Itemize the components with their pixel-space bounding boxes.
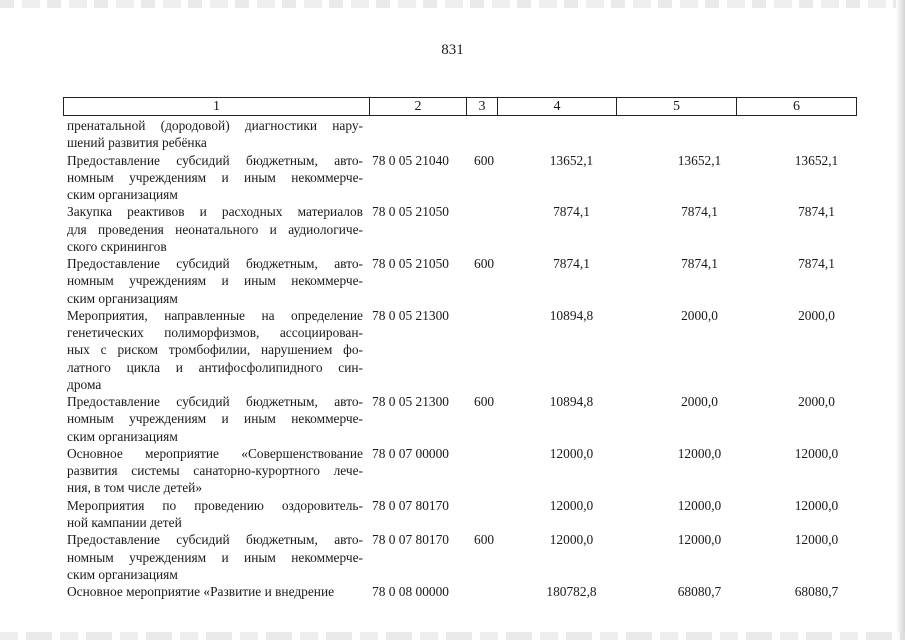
classification-code: 78 0 05 21040 [372,152,449,168]
description-line: Предоставление субсидий бюджетным, авто- [67,532,363,548]
description-line: номным учреждениям и иным некоммерче- [67,273,363,289]
expense-type [474,445,504,497]
table-row [67,117,867,151]
expense-type [474,307,504,393]
description-line: Основное мероприятие «Развитие и внедрение [67,584,335,600]
item-description [67,307,363,393]
amount-col-6: 7874,1 [798,256,835,272]
column-header-6: 6 [737,98,857,116]
description-line: ной кампании детей [67,514,182,530]
table-row [67,497,867,531]
item-description [67,203,363,255]
amount-col-4: 13652,1 [549,152,594,168]
expense-type: 600 [474,394,495,410]
description-line: ского скринингов [67,238,167,254]
amount-col-4: 10894,8 [549,307,594,323]
item-description [67,531,363,583]
amount-col-6: 12000,0 [794,532,839,548]
amount-col-4 [504,117,635,151]
classification-code: 78 0 07 00000 [372,445,449,461]
expense-type: 600 [474,152,495,168]
description-line: латного цикла и антифосфолипидного син- [67,359,363,375]
table-row [67,393,867,445]
description-line: ния, в том числе детей» [67,480,203,496]
description-line: номным учреждениям и иным некоммерче- [67,411,363,427]
classification-code [363,117,474,151]
column-header-2: 2 [370,98,467,116]
expense-type [474,497,504,531]
expense-type: 600 [474,256,495,272]
description-line: развития системы санаторно-курортного лече- [67,463,363,479]
description-line: Предоставление субсидий бюджетным, авто- [67,256,363,272]
column-header-5: 5 [617,98,737,116]
classification-code: 78 0 08 00000 [372,584,449,600]
description-line: номным учреждениям и иным некоммерче- [67,169,363,185]
column-header-3: 3 [467,98,498,116]
amount-col-4: 7874,1 [553,204,590,220]
amount-col-4: 12000,0 [549,532,594,548]
amount-col-6: 68080,7 [794,584,839,600]
description-line: для проведения неонатального и аудиологиче- [67,221,363,237]
column-header-table [63,97,857,116]
amount-col-5 [635,117,758,151]
amount-col-5: 12000,0 [677,445,722,461]
amount-col-5: 12000,0 [677,497,722,513]
description-line: Основное мероприятие «Совершенствование [67,445,363,461]
table-row [67,583,867,600]
classification-code: 78 0 05 21300 [372,394,449,410]
item-description [67,583,363,600]
item-description [67,152,363,204]
amount-col-5: 13652,1 [677,152,722,168]
amount-col-4: 180782,8 [546,584,597,600]
item-description [67,445,363,497]
description-line: Мероприятия по проведению оздоровитель- [67,497,363,513]
expense-type: 600 [474,532,495,548]
amount-col-4: 7874,1 [553,256,590,272]
classification-code: 78 0 05 21050 [372,256,449,272]
description-line: Закупка реактивов и расходных материалов [67,204,363,220]
description-line: ским организациям [67,290,178,306]
amount-col-6: 2000,0 [798,307,835,323]
table-row [67,531,867,583]
column-header-1: 1 [64,98,370,116]
amount-col-5: 2000,0 [681,307,718,323]
classification-code: 78 0 05 21050 [372,204,449,220]
page-number: 831 [441,42,464,58]
description-line: Предоставление субсидий бюджетным, авто- [67,152,363,168]
amount-col-4: 10894,8 [549,394,594,410]
scan-edge-top [0,0,905,8]
amount-col-5: 2000,0 [681,394,718,410]
amount-col-6: 13652,1 [794,152,839,168]
amount-col-6: 7874,1 [798,204,835,220]
description-line: ных с риском тромбофилии, нарушением фо- [67,342,363,358]
scan-edge-right [896,0,905,640]
item-description [67,393,363,445]
expense-type [474,117,504,151]
description-line: пренатальной (дородовой) диагностики нару- [67,118,363,133]
column-header-row [64,98,857,116]
column-header-4: 4 [498,98,617,116]
amount-col-4: 12000,0 [549,497,594,513]
amount-col-5: 7874,1 [681,256,718,272]
table-row [67,152,867,204]
expense-type [474,203,504,255]
classification-code: 78 0 07 80170 [372,532,449,548]
description-line: дрома [67,376,102,392]
description-line: ским организациям [67,187,178,202]
description-line: ским организациям [67,428,178,444]
description-line: шений развития ребёнка [67,135,207,151]
description-line: генетических полиморфизмов, ассоциирован- [67,325,363,341]
description-line: номным учреждениям и иным некоммерче- [67,549,363,565]
table-row [67,203,867,255]
amount-col-6: 2000,0 [798,394,835,410]
description-line: ским организациям [67,566,178,582]
item-description [67,255,363,307]
description-line: Предоставление субсидий бюджетным, авто- [67,394,363,410]
classification-code: 78 0 05 21300 [372,307,449,323]
amount-col-5: 12000,0 [677,532,722,548]
amount-col-4: 12000,0 [549,445,594,461]
item-description [67,497,363,531]
amount-col-5: 7874,1 [681,204,718,220]
expense-type [474,583,504,600]
description-line: Мероприятия, направленные на определение [67,307,363,323]
amount-col-5: 68080,7 [677,584,722,600]
table-row [67,255,867,307]
amount-col-6: 12000,0 [794,497,839,513]
classification-code: 78 0 07 80170 [372,497,449,513]
scan-edge-bottom [0,632,905,640]
item-description [67,117,363,151]
amount-col-6 [758,117,875,151]
table-row [67,307,867,393]
table-row [67,445,867,497]
budget-table-body [67,117,867,601]
amount-col-6: 12000,0 [794,445,839,461]
